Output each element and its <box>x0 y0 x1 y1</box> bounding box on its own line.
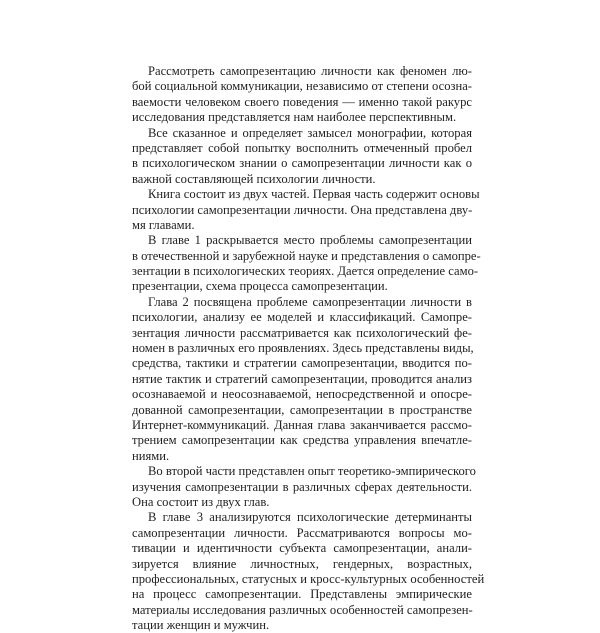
text-line: Интернет-коммуникаций. Данная глава заканчивается рассмо- <box>132 417 472 432</box>
text-line: на процесс самопрезентации. Представлены эмпирические <box>132 587 472 602</box>
paragraph <box>132 464 476 510</box>
text-line: изучения самопрезентации в различных сферах деятельности. <box>132 479 472 494</box>
text-line: бой социальной коммуникации, независимо от степени осозна- <box>132 79 472 94</box>
text-line: презентации, схема процесса самопрезентации. <box>132 279 388 294</box>
text-line: в отечественной и зарубежной науке и представления о самопре- <box>132 248 481 263</box>
text-line: трением самопрезентации как средства управления впечатле- <box>132 433 472 448</box>
text-line: психологии самопрезентации личности. Она представлена дву- <box>132 202 473 217</box>
text-line: Все сказанное и определяет замысел монографии, которая <box>148 125 472 140</box>
text-line: зентация личности рассматривается как психологический фе- <box>132 325 472 340</box>
text-line: В главе 3 анализируются психологические детерминанты <box>148 510 472 525</box>
paragraph <box>132 126 472 188</box>
text-line: зируется влияние личностных, гендерных, возрастных, <box>132 556 472 571</box>
text-line: Рассмотреть самопрезентацию личности как феномен лю- <box>148 64 472 78</box>
text-line: Она состоит из двух глав. <box>132 494 270 509</box>
text-line: тивации и идентичности субъекта самопрезентации, анали- <box>132 541 472 556</box>
text-line: ниями. <box>132 448 170 463</box>
paragraph <box>132 64 472 126</box>
paragraph <box>132 510 485 633</box>
text-line: в психологическом знании о самопрезентации личности как о <box>132 156 472 171</box>
text-line: материалы исследования различных особенностей самопрезен- <box>132 602 473 617</box>
text-line: Во второй части представлен опыт теоретико-эмпирического <box>148 464 476 479</box>
paragraph <box>132 295 472 464</box>
paragraph <box>132 187 480 233</box>
paragraph <box>132 233 481 295</box>
text-line: самопрезентации личности. Рассматриваются вопросы мо- <box>132 525 472 540</box>
text-line: осознаваемой и неосознаваемой, непосредственной и опосре- <box>132 387 472 402</box>
text-line: дованной самопрезентации, самопрезентации в пространстве <box>132 402 472 417</box>
text-line: психологии, анализу ее моделей и классификаций. Самопре- <box>132 310 472 325</box>
text-line: Глава 2 посвящена проблеме самопрезентации личности в <box>148 294 472 309</box>
text-line: представляет собой попытку восполнить отмеченный пробел <box>132 140 472 155</box>
text-line: нятие тактик и стратегий самопрезентации, проводится анализ <box>132 371 472 386</box>
text-line: мя главами. <box>132 217 195 232</box>
text-line: В главе 1 раскрывается место проблемы самопрезентации <box>148 233 472 248</box>
text-line: Книга состоит из двух частей. Первая часть содержит основы <box>148 187 480 202</box>
text-line: зентации в психологических теориях. Дается определение само- <box>132 264 479 279</box>
text-line: тации женщин и мужчин. <box>132 618 270 633</box>
text-line: средства, тактики и стратегии самопрезентации, вводится по- <box>132 356 472 371</box>
text-line: важной составляющей психологии личности. <box>132 171 376 186</box>
text-line: профессиональных, статусных и кросс-культурных особенностей <box>132 571 485 586</box>
text-line: номен в различных его проявлениях. Здесь представлены виды, <box>132 341 474 356</box>
text-line: ваемости человеком своего поведения — именно такой ракурс <box>132 94 472 109</box>
body-text <box>132 64 485 633</box>
text-line: исследования представляется нам наиболее перспективным. <box>132 110 457 125</box>
